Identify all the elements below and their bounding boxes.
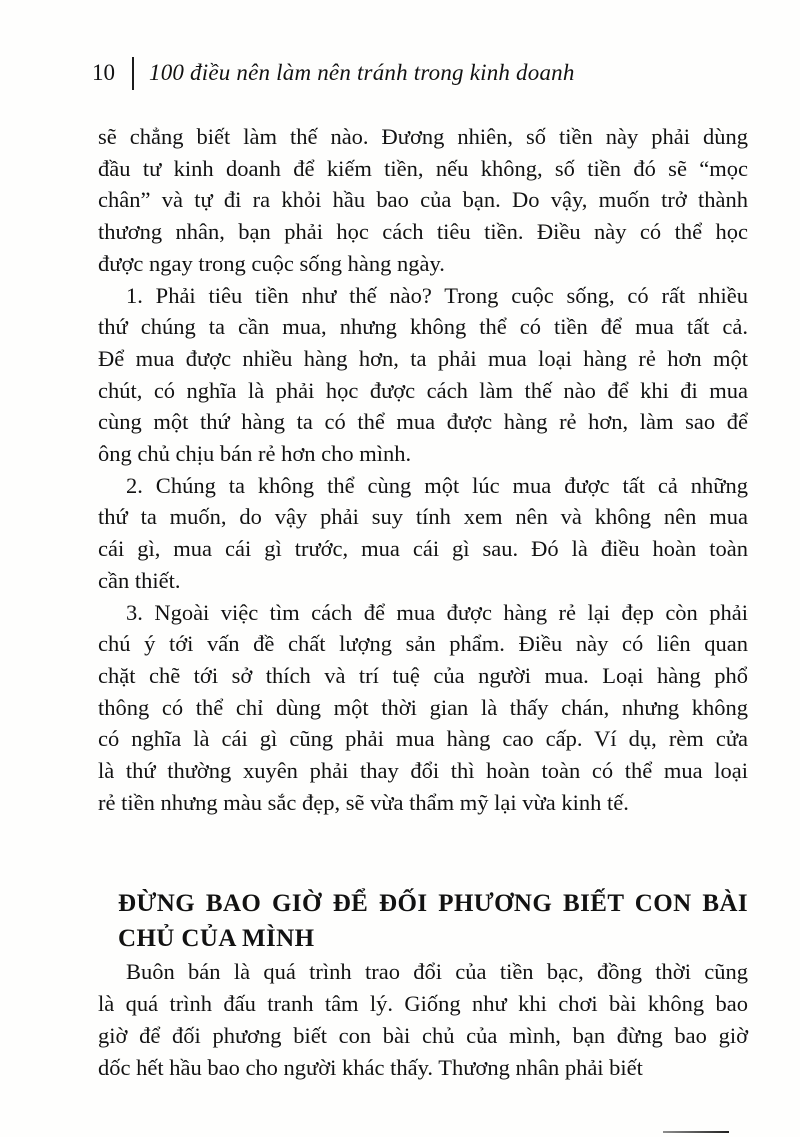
text-line: Buôn bán là quá trình trao đổi của tiền bạc, đồng thời cũng <box>126 959 748 985</box>
text-line: thứ chúng ta cần mua, nhưng không thể có tiền để mua tất cả. <box>98 314 748 340</box>
paragraph-item-3 <box>98 597 748 819</box>
text-line: 3. Ngoài việc tìm cách để mua được hàng rẻ lại đẹp còn phải <box>126 599 748 625</box>
text-line: chân” và tự đi ra khỏi hầu bao của bạn. Do vậy, muốn trở thành <box>98 187 748 213</box>
text-line: cần thiết. <box>98 567 181 593</box>
text-line: chú ý tới vấn đề chất lượng sản phẩm. Điều này có liên quan <box>98 631 748 657</box>
section-heading-line: ĐỪNG BAO GIỜ ĐỂ ĐỐI PHƯƠNG BIẾT CON BÀI <box>118 890 748 918</box>
text-line: 1. Phải tiêu tiền như thế nào? Trong cuộc sống, có rất nhiều <box>126 282 748 308</box>
text-line: đầu tư kinh doanh để kiếm tiền, nếu không, số tiền đó sẽ “mọc <box>98 155 748 181</box>
text-line: chặt chẽ tới sở thích và trí tuệ của người mua. Loại hàng phổ <box>98 662 748 688</box>
text-line: giờ để đối phương biết con bài chủ của mình, bạn đừng bao giờ <box>98 1022 748 1048</box>
text-line: thương nhân, bạn phải học cách tiêu tiền. Điều này có thể học <box>98 219 748 245</box>
text-line: 2. Chúng ta không thể cùng một lúc mua được tất cả những <box>126 472 748 498</box>
paragraph-item-2 <box>98 470 748 597</box>
scan-edge-mark <box>663 1131 729 1133</box>
paragraph-continuation <box>98 121 748 280</box>
text-line: rẻ tiền nhưng màu sắc đẹp, sẽ vừa thẩm mỹ lại vừa kinh tế. <box>98 789 629 815</box>
body-text <box>98 121 748 1083</box>
section-heading <box>98 886 748 956</box>
text-line: cái gì, mua cái gì trước, mua cái gì sau. Đó là điều hoàn toàn <box>98 536 748 562</box>
paragraph-section-intro <box>98 956 748 1083</box>
text-line: chút, có nghĩa là phải học được cách làm thế nào để khi đi mua <box>98 377 748 403</box>
text-line: sẽ chẳng biết làm thế nào. Đương nhiên, số tiền này phải dùng <box>98 124 748 149</box>
text-line: thông có thể chỉ dùng một thời gian là thấy chán, nhưng không <box>98 694 748 720</box>
page-header <box>92 56 575 90</box>
text-line: Để mua được nhiều hàng hơn, ta phải mua loại hàng rẻ hơn một <box>98 345 748 371</box>
text-line: được ngay trong cuộc sống hàng ngày. <box>98 250 445 276</box>
header-divider <box>132 57 134 90</box>
text-line: có nghĩa là cái gì cũng phải mua hàng cao cấp. Ví dụ, rèm cửa <box>98 726 748 752</box>
section-heading-line: CHỦ CỦA MÌNH <box>118 925 315 953</box>
text-line: là thứ thường xuyên phải thay đổi thì hoàn toàn có thể mua loại <box>98 758 748 784</box>
text-line: dốc hết hầu bao cho người khác thấy. Thương nhân phải biết <box>98 1054 643 1080</box>
text-line: thứ ta muốn, do vậy phải suy tính xem nên và không nên mua <box>98 504 748 530</box>
text-line: là quá trình đấu tranh tâm lý. Giống như khi chơi bài không bao <box>98 991 748 1017</box>
running-title: 100 điều nên làm nên tránh trong kinh doanh <box>149 60 575 85</box>
text-line: cùng một thứ hàng ta có thể mua được hàng rẻ hơn, làm sao để <box>98 409 748 435</box>
page-number: 10 <box>92 60 115 85</box>
text-line: ông chủ chịu bán rẻ hơn cho mình. <box>98 441 412 467</box>
paragraph-item-1 <box>98 280 748 470</box>
